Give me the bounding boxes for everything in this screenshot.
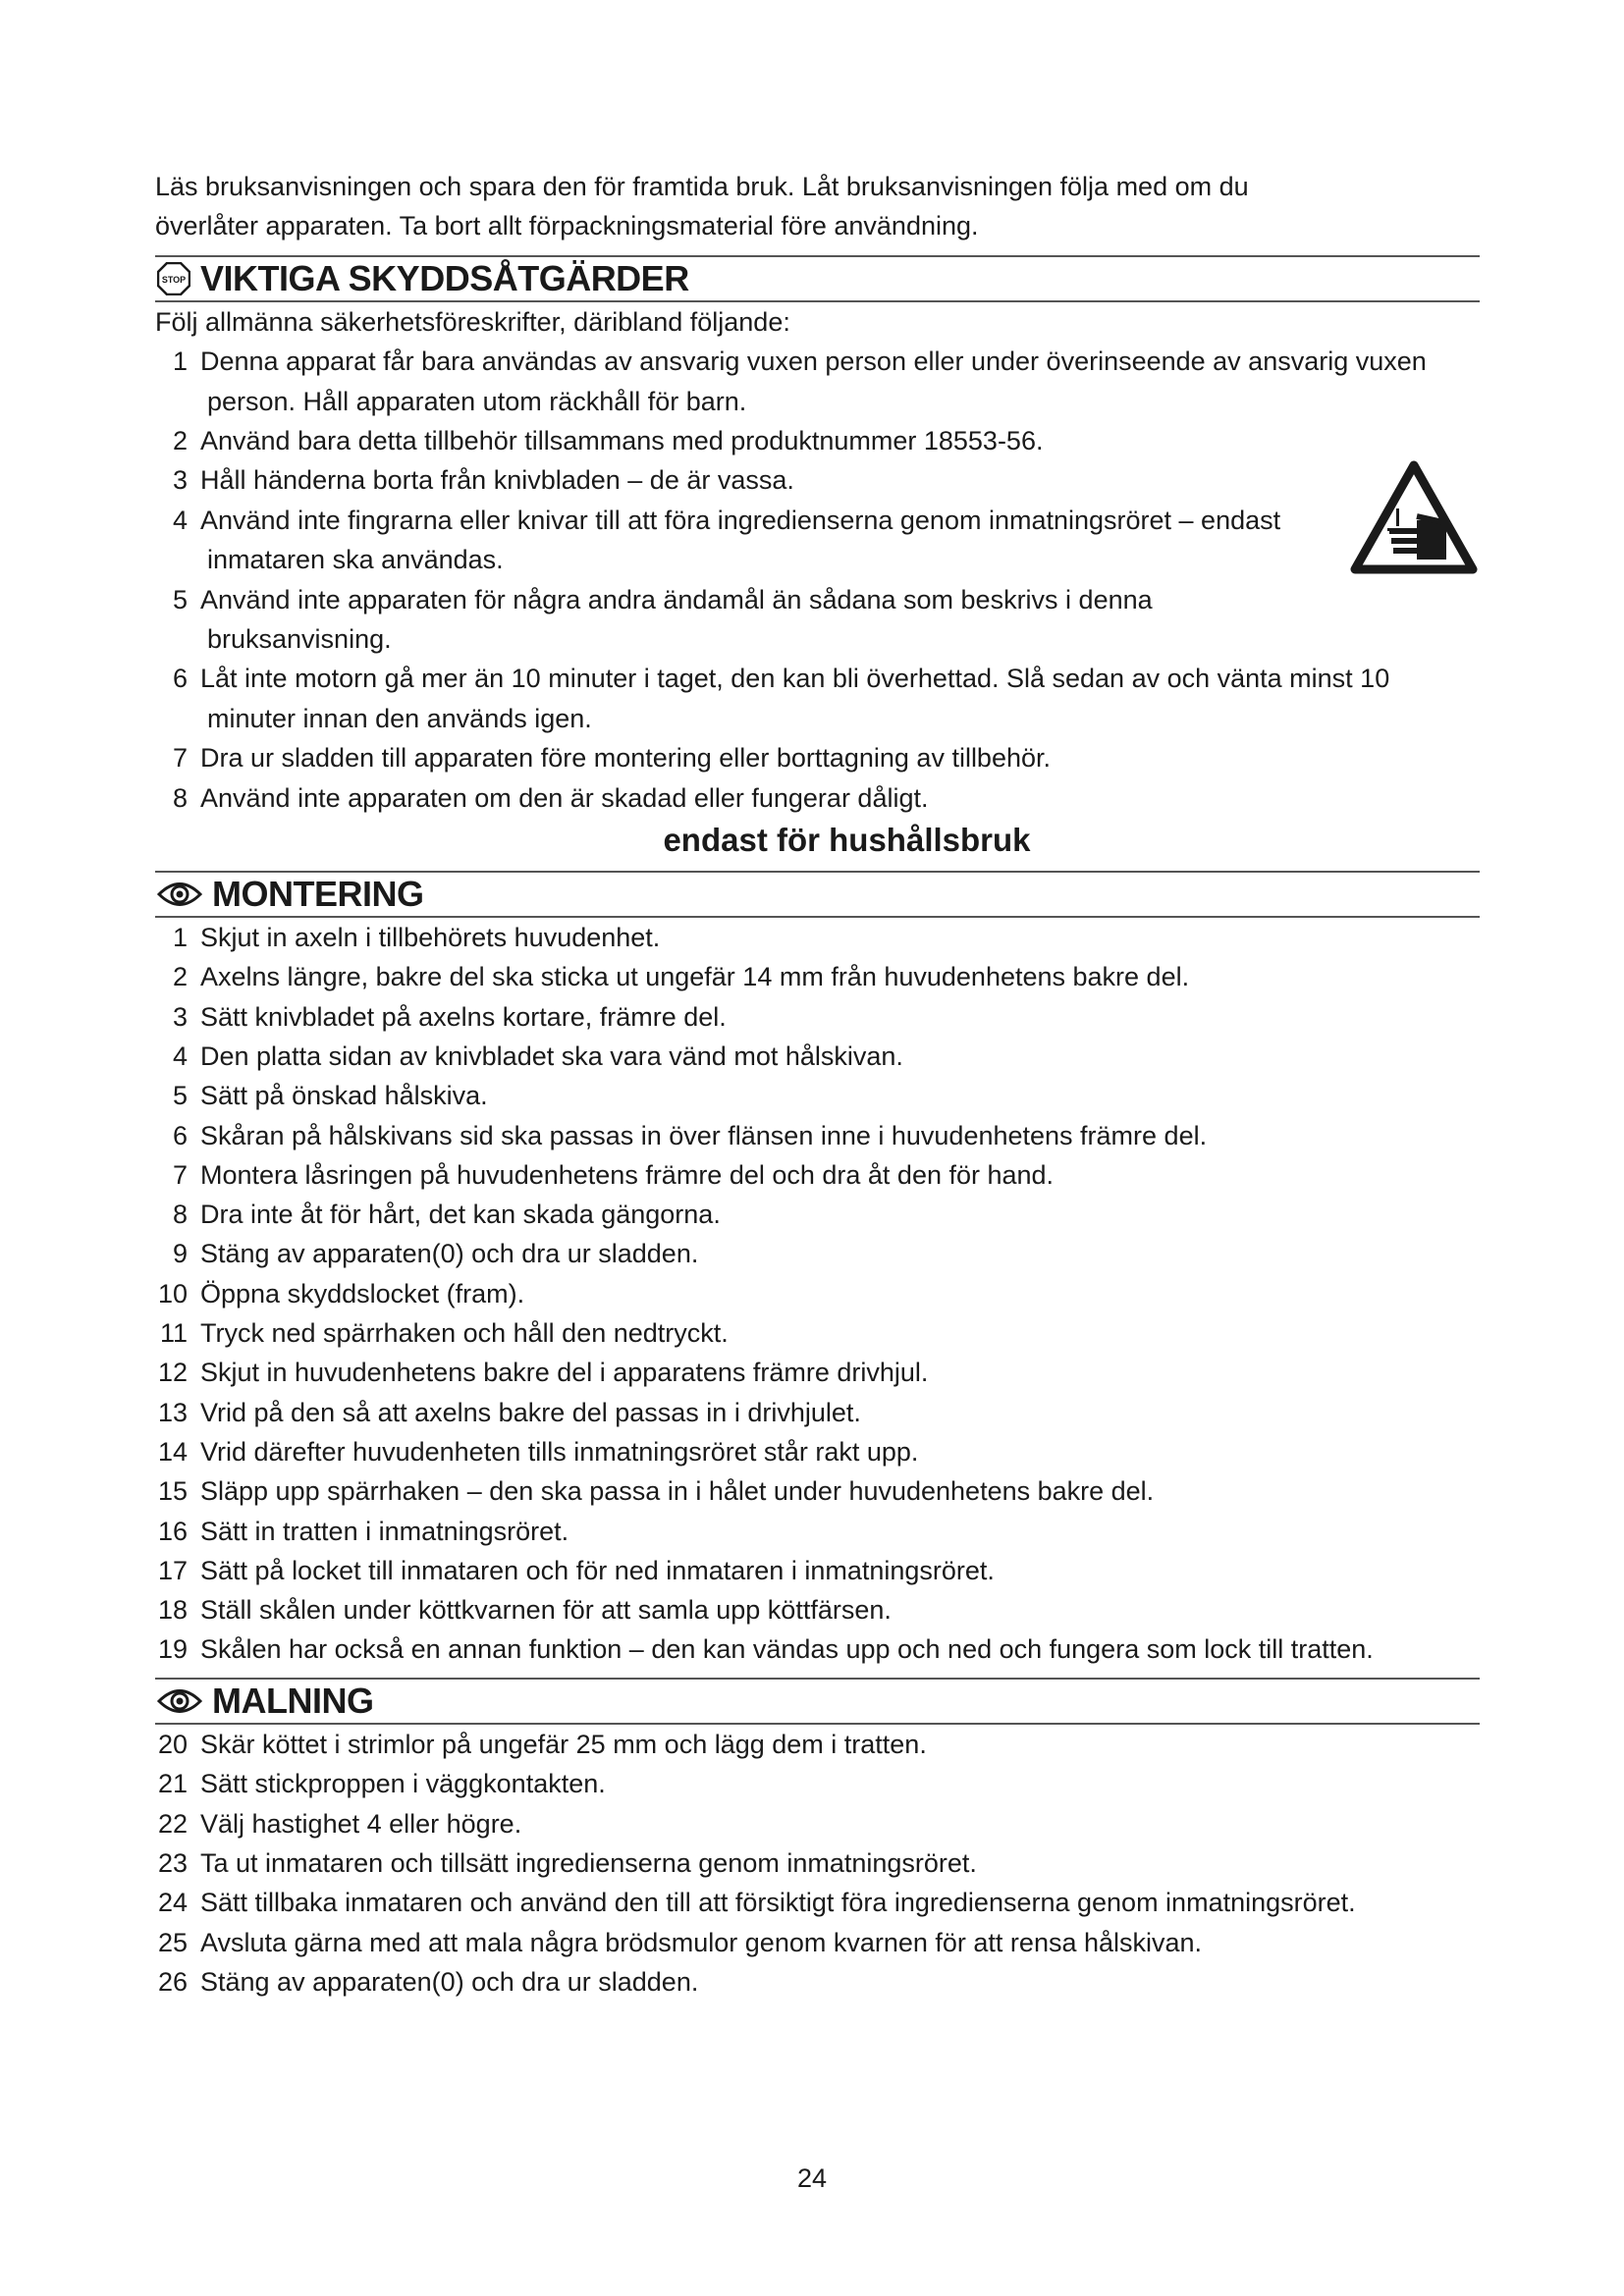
section-header-malning — [155, 1678, 1480, 1725]
list-item — [155, 342, 1480, 421]
section-header-montering — [155, 871, 1480, 918]
item-text: Avsluta gärna med att mala några brödsmulor genom kvarnen för att rensa hålskivan. — [200, 1927, 1203, 1957]
item-number: 17 — [157, 1555, 188, 1585]
list-item — [155, 1234, 1480, 1273]
list-item — [155, 1629, 1480, 1669]
item-number: 21 — [157, 1769, 188, 1799]
item-text: Håll händerna borta från knivbladen – de är vassa. — [200, 465, 794, 496]
item-number: 14 — [157, 1436, 188, 1467]
item-number: 25 — [157, 1927, 188, 1957]
list-item — [155, 1471, 1480, 1511]
item-number: 1 — [172, 923, 188, 953]
item-number: 19 — [157, 1634, 188, 1665]
item-text: Ställ skålen under köttkvarnen för att samla upp köttfärsen. — [200, 1595, 892, 1626]
item-text: Skåran på hålskivans sid ska passas in över flänsen inne i huvudenhetens främre del. — [200, 1120, 1208, 1150]
section-title: MONTERING — [212, 874, 424, 915]
item-text: Sätt knivbladet på axelns kortare, främre del. — [200, 1001, 727, 1032]
item-text: Sätt tillbaka inmataren och använd den till att försiktigt föra ingredienserna genom inmatningsröret. — [200, 1888, 1356, 1918]
list-item — [155, 778, 1480, 818]
list-item — [155, 1432, 1480, 1471]
item-number: 26 — [157, 1967, 188, 1998]
section-header-safety — [155, 255, 1480, 302]
item-text: Dra ur sladden till apparaten före montering eller borttagning av tillbehör. — [200, 743, 1052, 774]
item-text: Skålen har också en annan funktion – den kan vändas upp och ned och fungera som lock till tratten. — [200, 1634, 1374, 1665]
item-number: 2 — [172, 962, 188, 992]
list-item — [155, 957, 1480, 996]
list-item — [155, 1155, 1480, 1195]
safety-list — [155, 342, 1480, 818]
list-item — [155, 918, 1480, 957]
item-number: 15 — [157, 1476, 188, 1507]
eye-icon — [157, 880, 202, 909]
item-number: 3 — [172, 1001, 188, 1032]
list-item — [155, 501, 1480, 580]
list-item — [155, 1551, 1480, 1590]
manual-page — [155, 167, 1480, 2002]
item-text: Använd inte apparaten om den är skadad eller fungerar dåligt. — [200, 782, 929, 813]
page-number: 24 — [796, 2163, 828, 2193]
item-number: 7 — [172, 1159, 188, 1190]
list-item — [155, 1116, 1480, 1155]
item-number: 24 — [157, 1888, 188, 1918]
montering-list — [155, 918, 1480, 1670]
list-item — [155, 421, 1480, 460]
item-number: 8 — [172, 1200, 188, 1230]
item-number: 4 — [172, 1041, 188, 1071]
item-text: Öppna skyddslocket (fram). — [200, 1278, 525, 1308]
item-text: Välj hastighet 4 eller högre. — [200, 1808, 522, 1839]
item-number: 16 — [157, 1516, 188, 1546]
section-title: MALNING — [212, 1680, 374, 1721]
item-number: 3 — [172, 465, 188, 496]
stop-icon — [157, 262, 190, 295]
item-number: 8 — [172, 782, 188, 813]
item-number: 5 — [172, 1081, 188, 1111]
item-number: 13 — [157, 1397, 188, 1427]
item-text: Skjut in huvudenhetens bakre del i apparatens främre drivhjul. — [200, 1358, 929, 1388]
item-number: 12 — [157, 1358, 188, 1388]
eye-icon — [157, 1686, 202, 1716]
item-text: Sätt stickproppen i väggkontakten. — [200, 1769, 606, 1799]
item-text: Denna apparat får bara användas av ansvarig vuxen person eller under överinseende av ansvarig vuxen person. Håll apparaten utom räckhåll för barn. — [200, 347, 1427, 416]
list-item — [155, 1804, 1480, 1843]
list-item — [155, 580, 1480, 660]
list-item — [155, 997, 1480, 1037]
list-item — [155, 1274, 1480, 1313]
list-item — [155, 659, 1480, 738]
list-item — [155, 1764, 1480, 1803]
item-text: Montera låsringen på huvudenhetens främre del och dra åt den för hand. — [200, 1159, 1055, 1190]
item-text: Tryck ned spärrhaken och håll den nedtryckt. — [200, 1318, 729, 1349]
item-text: Använd inte apparaten för några andra ändamål än sådana som beskrivs i denna bruksanvisning. — [200, 584, 1153, 655]
item-number: 2 — [172, 426, 188, 456]
list-item — [155, 1512, 1480, 1551]
list-item — [155, 1037, 1480, 1076]
list-item — [155, 1313, 1480, 1353]
item-text: Sätt in tratten i inmatningsröret. — [200, 1516, 569, 1546]
household-use-note: endast för hushållsbruk — [663, 822, 1031, 859]
item-number: 22 — [157, 1808, 188, 1839]
list-item — [155, 460, 1480, 500]
list-item — [155, 1843, 1480, 1883]
item-text: Skjut in axeln i tillbehörets huvudenhet. — [200, 923, 661, 953]
item-text: Vrid på den så att axelns bakre del passas in i drivhjulet. — [200, 1397, 861, 1427]
list-item — [155, 1962, 1480, 2002]
item-text: Axelns längre, bakre del ska sticka ut ungefär 14 mm från huvudenhetens bakre del. — [200, 962, 1190, 992]
item-number: 11 — [159, 1318, 188, 1349]
hand-cut-warning-icon — [1350, 459, 1478, 580]
item-text: Låt inte motorn gå mer än 10 minuter i taget, den kan bli överhettad. Slå sedan av och vänta minst 10 minuter innan den används igen. — [200, 664, 1390, 733]
item-number: 7 — [172, 743, 188, 774]
item-text: Skär köttet i strimlor på ungefär 25 mm och lägg dem i tratten. — [200, 1729, 927, 1759]
item-number: 23 — [157, 1847, 188, 1878]
item-number: 6 — [172, 1120, 188, 1150]
list-item — [155, 1195, 1480, 1234]
list-item — [155, 1393, 1480, 1432]
list-item — [155, 738, 1480, 777]
item-number: 18 — [157, 1595, 188, 1626]
item-number: 4 — [172, 505, 188, 535]
item-text: Ta ut inmataren och tillsätt ingredienserna genom inmatningsröret. — [200, 1847, 977, 1878]
item-text: Släpp upp spärrhaken – den ska passa in i hålet under huvudenhetens bakre del. — [200, 1476, 1155, 1507]
intro-line-1: Läs bruksanvisningen och spara den för framtida bruk. Låt bruksanvisningen följa med om du — [155, 172, 1249, 201]
safety-lead: Följ allmänna säkerhetsföreskrifter, däribland följande: — [155, 306, 790, 337]
item-text: Stäng av apparaten(0) och dra ur sladden. — [200, 1967, 699, 1998]
list-item — [155, 1725, 1480, 1764]
list-item — [155, 1353, 1480, 1392]
list-item — [155, 1923, 1480, 1962]
section-title: VIKTIGA SKYDDSÅTGÄRDER — [200, 257, 689, 298]
item-text: Dra inte åt för hårt, det kan skada gängorna. — [200, 1200, 721, 1230]
intro-line-2: överlåter apparaten. Ta bort allt förpackningsmaterial före användning. — [155, 211, 979, 241]
item-text: Stäng av apparaten(0) och dra ur sladden. — [200, 1239, 699, 1269]
item-number: 6 — [172, 664, 188, 694]
malning-list — [155, 1725, 1480, 2002]
svg-text:STOP: STOP — [161, 274, 187, 285]
item-number: 20 — [157, 1729, 188, 1759]
item-text: Den platta sidan av knivbladet ska vara vänd mot hålskivan. — [200, 1041, 903, 1071]
item-text: Vrid därefter huvudenheten tills inmatningsröret står rakt upp. — [200, 1436, 919, 1467]
item-text: Använd inte fingrarna eller knivar till att föra ingredienserna genom inmatningsröret – endast inmataren ska användas. — [200, 505, 1281, 575]
item-text: Sätt på önskad hålskiva. — [200, 1081, 488, 1111]
item-number: 9 — [172, 1239, 188, 1269]
list-item — [155, 1883, 1480, 1922]
item-text: Använd bara detta tillbehör tillsammans med produktnummer 18553-56. — [200, 426, 1044, 456]
item-text: Sätt på locket till inmataren och för ned inmataren i inmatningsröret. — [200, 1555, 995, 1585]
list-item — [155, 1076, 1480, 1115]
item-number: 10 — [157, 1278, 188, 1308]
item-number: 5 — [172, 584, 188, 614]
list-item — [155, 1590, 1480, 1629]
item-number: 1 — [172, 347, 188, 377]
